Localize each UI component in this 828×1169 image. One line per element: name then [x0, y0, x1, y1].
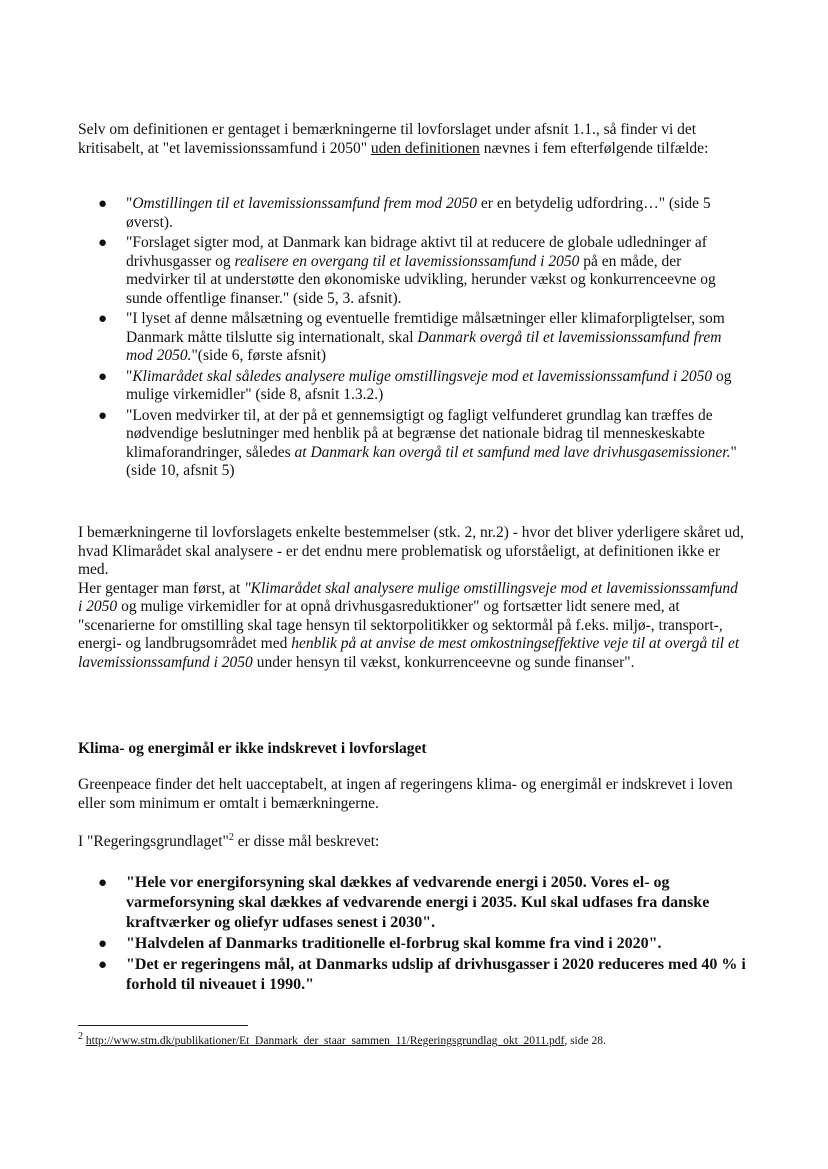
list-item: ● "Forslaget sigter mod, at Danmark kan bidrage aktivt til at reducere de globale udledninger af drivhusgasser og realisere en overgang til et lavemissionssamfund i 2050 på en måde, der medvirker til at understøtte den økonomiske udvikling, herunder vækst og konkurrenceevne og sunde offentlige finanser." (side 5, 3. afsnit).: [98, 234, 716, 307]
section-heading: Klima- og energimål er ikke indskrevet i lovforslaget: [78, 740, 427, 757]
analysis-paragraph: I bemærkningerne til lovforslagets enkelte bestemmelser (stk. 2, nr.2) - hvor det bliver yderligere skåret ud, hvad Klimarådet skal analysere - er det endnu mere problematisk og uforståeligt, at definitionen ikke er med. Her gentager man først, at "Klimarådet skal analysere mulige omstillingsveje mod et lavemissionssamfund i 2050 og mulige virkemidler for at opnå drivhusgasreduktioner" og fortsætter lidt senere med, at "scenarierne for omstilling skal tage hensyn til sektorpolitikker og sektormål på f.eks. miljø-, transport-, energi- og landbrugsområdet med henblik på at anvise de mest omkostningseffektive veje til at overgå til et lavemissionssamfund i 2050 under hensyn til vækst, konkurrenceevne og sunde finanser".: [78, 524, 744, 671]
bullet-icon: ●: [98, 407, 108, 424]
bullet-icon: ●: [98, 368, 108, 385]
footnote: $^2$ http://www.stm.dk/publikationer/Et_Danmark_der_staar_sammen_11/Regeringsgrundlag_okt_2011.pdf, side 28.: [78, 1031, 606, 1047]
regeringsgrundlag-paragraph: I "Regeringsgrundlaget"$^2$ er disse mål beskrevet:: [78, 831, 380, 850]
bullet-icon: ●: [98, 196, 108, 212]
bullet-icon: ●: [98, 875, 108, 891]
bullet-icon: ●: [98, 936, 108, 952]
greenpeace-paragraph: Greenpeace finder det helt uacceptabelt, at ingen af regeringens klima- og energimål er indskrevet i loven eller som minimum er omtalt i bemærkningerne.: [78, 776, 733, 812]
list-item: ● "Klimarådet skal således analysere mulige omstillingsveje mod et lavemissionssamfund i 2050 og mulige virkemidler" (side 8, afsnit 1.3.2.): [98, 367, 732, 403]
intro-text: Selv om definitionen er gentaget i bemærkningerne til lovforslaget under afsnit 1.1., så finder vi det kritisabelt, at "et lavemissionssamfund i 2050": [78, 121, 697, 157]
footnote-ref: 2: [228, 831, 234, 843]
footnote-number: 2: [78, 1031, 83, 1043]
bullet-icon: ●: [98, 957, 108, 973]
list-item: ● "Hele vor energiforsyning skal dækkes af vedvarende energi i 2050. Vores el- og varmeforsyning skal dækkes af vedvarende energi i 2035. Kul skal udfases fra danske kraftværker og oliefyr udfases senest i 2030".: [98, 874, 710, 931]
footnote-link[interactable]: http://www.stm.dk/publikationer/Et_Danmark_der_staar_sammen_11/Regeringsgrundlag_okt_2011.pdf: [85, 1035, 565, 1047]
quote-list: [78, 195, 746, 483]
list-item: ● "Omstillingen til et lavemissionssamfund frem mod 2050 er en betydelig udfordring…" (side 5 øverst).: [98, 195, 711, 231]
intro-text-end: nævnes i fem efterfølgende tilfælde:: [479, 139, 709, 157]
bullet-icon: ●: [98, 235, 108, 251]
list-item: ● "Loven medvirker til, at der på et gennemsigtigt og fagligt velfunderet grundlag kan træffes de nødvendige beslutninger med henblik på at begrænse det nationale bidrag til menneskeskabte klimaforandringer, således at Danmark kan overgå til et samfund med lave drivhusgasemissioner." (side 10, afsnit 5): [98, 406, 737, 479]
list-item: ● "Halvdelen af Danmarks traditionelle el-forbrug skal komme fra vind i 2020".: [98, 935, 662, 952]
list-item: ● "I lyset af denne målsætning og eventuelle fremtidige målsætninger eller klimaforpligtelser, som Danmark måtte tilslutte sig internationalt, skal Danmark overgå til et lavemissionssamfund frem mod 2050."(side 6, første afsnit): [98, 310, 725, 364]
list-item: ● "Det er regeringens mål, at Danmarks udslip af drivhusgasser i 2020 reduceres med 40 % i forhold til niveauet i 1990.": [98, 956, 746, 993]
analysis-text: I bemærkningerne til lovforslagets enkelte bestemmelser (stk. 2, nr.2) - hvor det bliver yderligere skåret ud, hvad Klimarådet skal analysere - er det endnu mere problematisk og uforståeligt, at definitionen ikke er med.: [78, 524, 744, 578]
intro-paragraph: [78, 121, 746, 158]
bullet-icon: ●: [98, 311, 108, 327]
goals-list: [78, 873, 746, 996]
footnote-divider: [78, 1025, 248, 1026]
intro-underlined-text: uden definitionen: [370, 139, 480, 157]
